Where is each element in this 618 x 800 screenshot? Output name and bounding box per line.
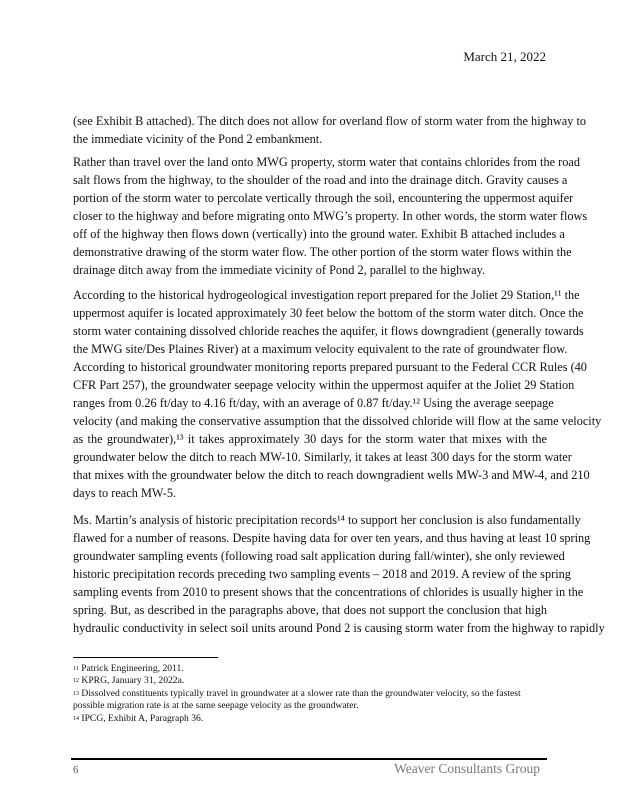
text-line: ranges from 0.26 ft/day to 4.16 ft/day, with an average of 0.87 ft/day.¹² Using the average seepage <box>73 396 554 410</box>
footnote-text: Patrick Engineering, 2011. <box>81 663 184 674</box>
text-line: off of the highway then flows down (vertically) into the ground water. Exhibit B attached includes a <box>73 227 565 241</box>
text-line: (see Exhibit B attached). The ditch does not allow for overland flow of storm water from the highway to <box>73 114 587 128</box>
footnote <box>73 675 547 687</box>
text-line: closer to the highway and before migrating onto MWG’s property. In other words, the storm water flows <box>73 209 588 223</box>
footnote-number: 12 <box>73 678 79 685</box>
footer-company: Weaver Consultants Group <box>394 761 540 776</box>
text-line: According to historical groundwater monitoring reports prepared pursuant to the Federal CCR Rules (40 <box>73 360 587 374</box>
footnote-text: IPCG, Exhibit A, Paragraph 36. <box>81 712 204 724</box>
footer-divider <box>71 758 547 760</box>
text-line: spring. But, as described in the paragraphs above, that does not support the conclusion that high <box>73 603 547 617</box>
text-line: as the groundwater),¹³ it takes approximately 30 days for the storm water that mixes with the <box>73 432 547 446</box>
paragraph <box>73 112 587 148</box>
text-line: flawed for a number of reasons. Despite having data for over ten years, and thus having at least 10 spring <box>73 531 591 545</box>
text-line: days to reach MW-5. <box>73 486 177 500</box>
text-line: hydraulic conductivity in select soil units around Pond 2 is causing storm water from the highway to rapidly <box>73 621 605 635</box>
text-line: the immediate vicinity of the Pond 2 embankment. <box>73 132 323 146</box>
text-line: According to the historical hydrogeological investigation report prepared for the Joliet 29 Station,¹¹ the <box>73 288 580 302</box>
footnote-divider <box>73 657 218 658</box>
footnote-number: 14 <box>73 715 79 722</box>
footnote-number: 11 <box>73 666 79 672</box>
text-line: CFR Part 257), the groundwater seepage velocity within the uppermost aquifer at the Joliet 29 Station <box>73 378 575 392</box>
text-line: portion of the storm water to percolate vertically through the soil, encountering the uppermost aquifer <box>73 191 574 205</box>
text-line: velocity (and making the conservative assumption that the dissolved chloride will flow at the same velocity <box>73 414 602 428</box>
page-number: 6 <box>73 764 79 776</box>
text-line: uppermost aquifer is located approximately 30 feet below the bottom of the storm water ditch. Once the <box>73 306 584 320</box>
text-line: groundwater below the ditch to reach MW-10. Similarly, it takes at least 300 days for the storm water <box>73 450 572 464</box>
text-line: salt flows from the highway, to the shoulder of the road and into the drainage ditch. Gravity causes a <box>73 173 568 187</box>
text-line: that mixes with the groundwater below the ditch to reach downgradient wells MW-3 and MW-4, and 210 <box>73 468 590 482</box>
text-line: historic precipitation records preceding two sampling events – 2018 and 2019. A review of the spring <box>73 567 571 581</box>
footnote <box>73 663 547 675</box>
text-line: Ms. Martin’s analysis of historic precipitation records¹⁴ to support her conclusion is also fundamentally <box>73 513 581 527</box>
text-line: sampling events from 2010 to present shows that the concentrations of chlorides is usually higher in the <box>73 585 584 599</box>
paragraph <box>73 511 605 637</box>
text-line: drainage ditch away from the immediate vicinity of Pond 2, parallel to the highway. <box>73 263 486 277</box>
text-line: groundwater sampling events (following road salt application during fall/winter), she only reviewed <box>73 549 565 563</box>
paragraph <box>73 153 588 279</box>
text-line: the MWG site/Des Plaines River) at a maximum velocity equivalent to the rate of groundwater flow. <box>73 342 568 356</box>
text-line: storm water containing dissolved chloride reaches the aquifer, it flows downgradient (generally towards <box>73 324 584 338</box>
footnotes <box>73 663 547 725</box>
text-line: Rather than travel over the land onto MWG property, storm water that contains chlorides from the road <box>73 155 580 169</box>
footnote <box>73 713 547 725</box>
header-date: March 21, 2022 <box>463 49 546 64</box>
footnote-number: 13 <box>73 690 79 697</box>
footnote-text: KPRG, January 31, 2022a. <box>81 675 185 687</box>
text-line: demonstrative drawing of the storm water flow. The other portion of the storm water flows within the <box>73 245 572 259</box>
footnote <box>73 688 547 713</box>
paragraph <box>73 286 602 502</box>
footnote-text: Dissolved constituents typically travel in groundwater at a slower rate than the groundwater velocity, so the fastest possible migration rate is at the same seepage velocity as the groundwater. <box>73 687 521 712</box>
